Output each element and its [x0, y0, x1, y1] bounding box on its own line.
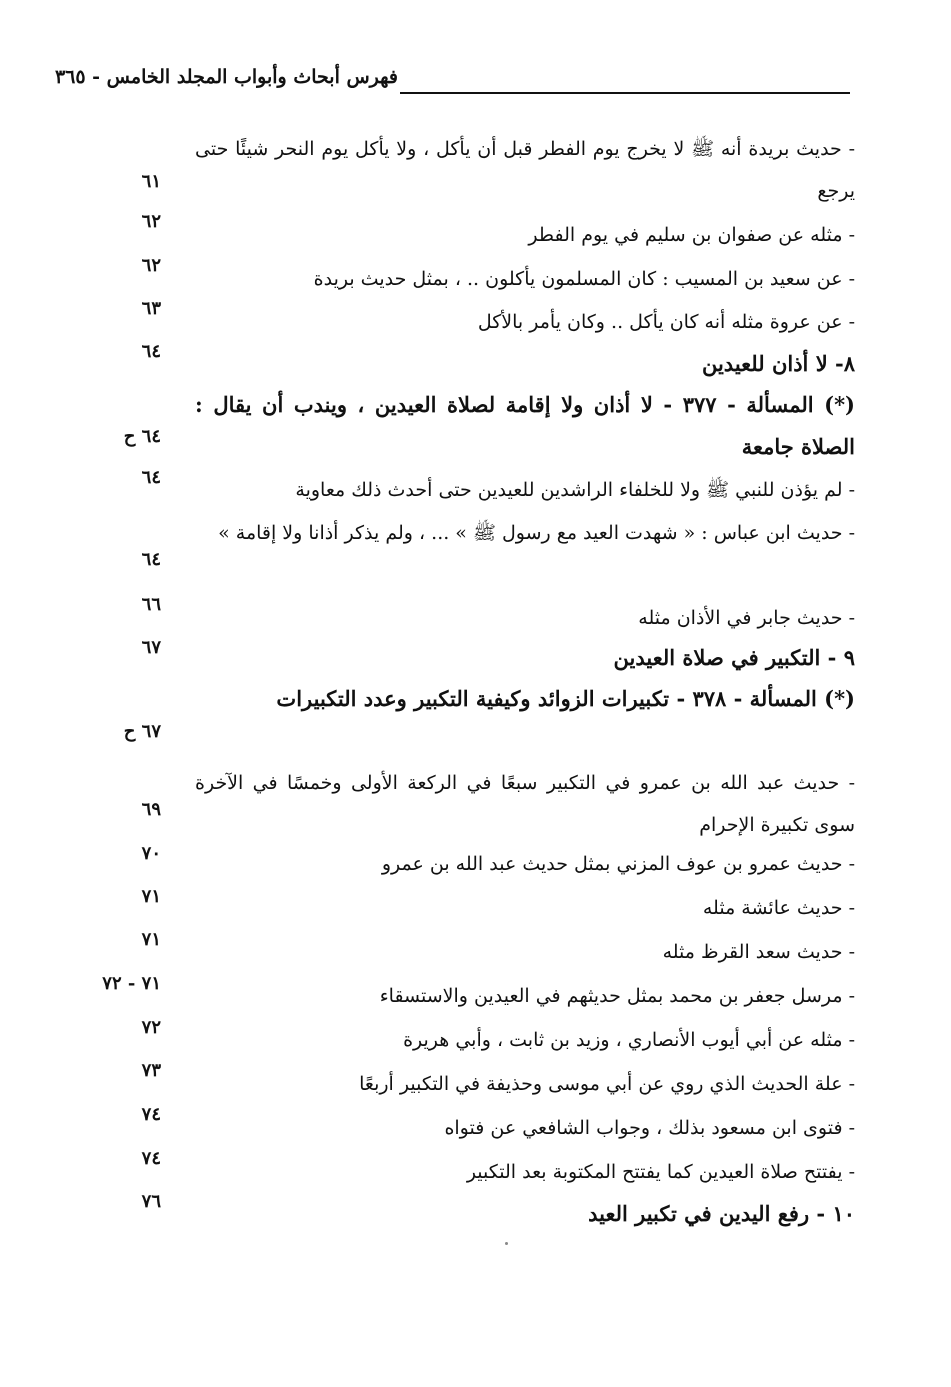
entry-text: - حديث سعد القرظ مثله [662, 941, 855, 963]
page-number: ٦٢ [141, 211, 161, 232]
masala-text: (*) المسألة - ٣٧٨ - تكبيرات الزوائد وكيفية التكبير وعدد التكبيرات [276, 686, 855, 711]
page-number: ٧٠ [141, 843, 161, 864]
header-title: فهرس أبحاث وأبواب المجلد الخامس - ٣٦٥ [54, 66, 398, 88]
page-number: ٧٤ [141, 1148, 161, 1169]
entry-text: - حديث بريدة أنه ﷺ لا يخرج يوم الفطر قبل أن يأكل ، ولا يأكل يوم النحر شيئًا حتى يرجع [195, 138, 855, 202]
page-number: ٦٤ [141, 341, 161, 362]
page-number: ٧١ [141, 886, 161, 907]
page-number: ٧١ - ٧٢ [102, 973, 161, 994]
page-number: ٧٦ [141, 1191, 161, 1212]
entry-text: - لم يؤذن للنبي ﷺ ولا للخلفاء الراشدين للعيدين حتى أحدث ذلك معاوية [295, 479, 855, 501]
entry-text: - يفتتح صلاة العيدين كما يفتتح المكتوبة بعد التكبير [466, 1161, 855, 1183]
scan-speck [505, 1242, 508, 1245]
entry-text: - مثله عن أبي أيوب الأنصاري ، وزيد بن ثابت ، وأبي هريرة [403, 1029, 855, 1051]
page-number: ٦٢ [141, 255, 161, 276]
page-number: ٦٤ [141, 549, 161, 570]
entry-text: - حديث عائشة مثله [702, 897, 855, 919]
heading-text: ١٠ - رفع اليدين في تكبير العيد [588, 1201, 855, 1226]
page-number: ٧١ [141, 929, 161, 950]
entry-text: - مرسل جعفر بن محمد بمثل حديثهم في العيدين والاستسقاء [379, 985, 855, 1007]
entry-text: - فتوى ابن مسعود بذلك ، وجواب الشافعي عن فتواه [444, 1117, 855, 1139]
entry-text: - علة الحديث الذي روي عن أبي موسى وحذيفة في التكبير أربعًا [359, 1073, 855, 1095]
page-number: ٦٩ [141, 799, 161, 820]
page-number: ٧٢ [141, 1017, 161, 1038]
entry-text: - عن سعيد بن المسيب : كان المسلمون يأكلون .. ، بمثل حديث بريدة [313, 268, 855, 290]
masala-text: (*) المسألة - ٣٧٧ - لا أذان ولا إقامة لصلاة العيدين ، ويندب أن يقال : الصلاة جامعة [195, 392, 855, 459]
entry-text: - حديث ابن عباس : « شهدت العيد مع رسول ﷺ » ... ، ولم يذكر أذانا ولا إقامة » [218, 522, 855, 544]
page-number: ٧٤ [141, 1104, 161, 1125]
page-number: ٦٤ [141, 467, 161, 488]
entry-text: - حديث جابر في الأذان مثله [638, 607, 855, 629]
page-number: ٦٤ ح [123, 426, 161, 447]
page-number: ٦١ [141, 171, 161, 192]
page-number: ٦٧ [141, 637, 161, 658]
entry-text: - حديث عبد الله بن عمرو في التكبير سبعًا في الركعة الأولى وخمسًا في الآخرة سوى تكبيرة الإحرام [195, 772, 855, 836]
header-rule [400, 92, 850, 94]
page-header [54, 66, 850, 106]
page-number: ٦٣ [141, 298, 161, 319]
page-number: ٦٦ [141, 594, 161, 615]
entry-text: - حديث عمرو بن عوف المزني بمثل حديث عبد الله بن عمرو [381, 853, 855, 875]
page-number: ٦٧ ح [123, 721, 161, 742]
heading-text: ٩ - التكبير في صلاة العيدين [613, 645, 855, 670]
heading-text: ٨- لا أذان للعيدين [701, 351, 855, 376]
entry-text: - عن عروة مثله أنه كان يأكل .. وكان يأمر بالأكل [477, 311, 855, 333]
entry-text: - مثله عن صفوان بن سليم في يوم الفطر [528, 224, 855, 246]
page-number: ٧٣ [141, 1060, 161, 1081]
